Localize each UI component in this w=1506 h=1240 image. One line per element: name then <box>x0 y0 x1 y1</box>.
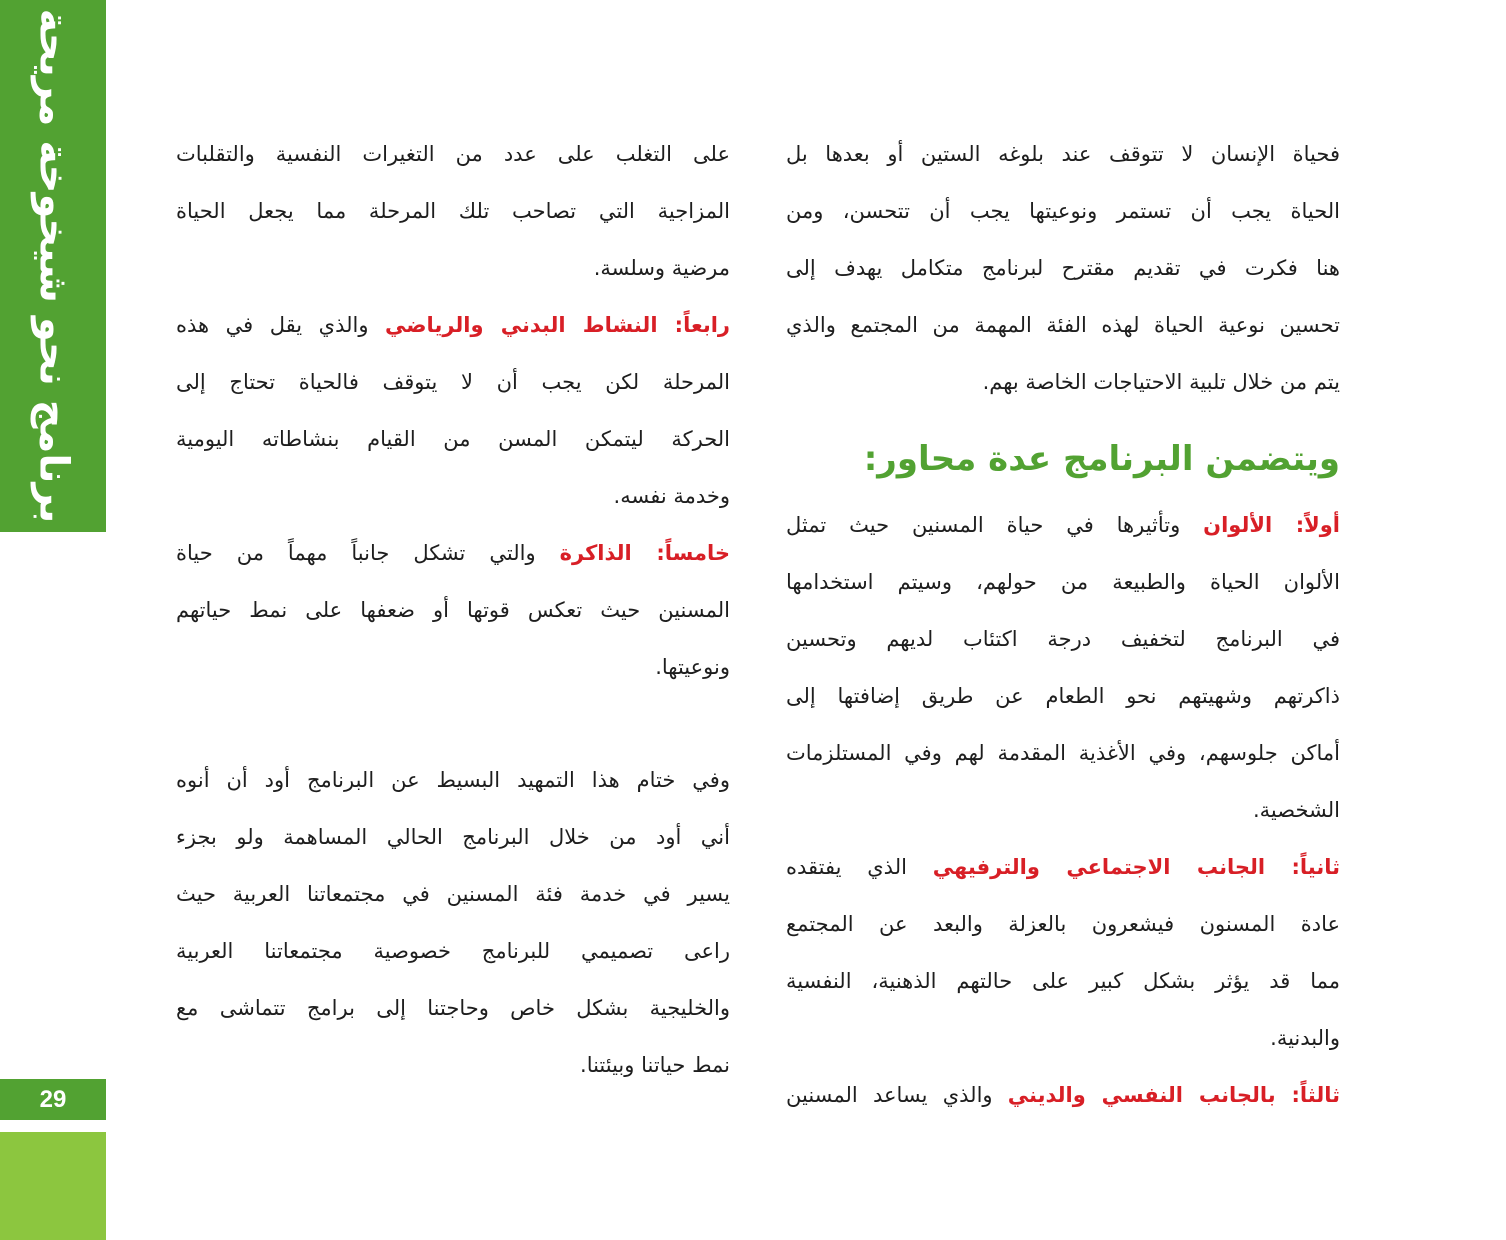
body-line: على التغلب على عدد من التغيرات النفسية والتقلبات <box>176 142 730 166</box>
point-2-first-line <box>786 839 1340 896</box>
point-3-first-line <box>786 1067 1340 1124</box>
point-1-text: وتأثيرها في حياة المسنين حيث تمثل <box>786 513 1181 537</box>
body-line: يسير في خدمة فئة المسنين في مجتمعاتنا العربية حيث <box>176 882 730 906</box>
point-1-label: أولاً: الألوان <box>1203 513 1340 537</box>
body-line: هنا فكرت في تقديم مقترح لبرنامج متكامل يهدف إلى <box>786 256 1340 280</box>
body-line: نمط حياتنا وبيئتنا. <box>580 1053 730 1077</box>
point-4-label: رابعاً: النشاط البدني والرياضي <box>385 313 730 337</box>
body-line: والبدنية. <box>1270 1026 1340 1050</box>
body-line: الشخصية. <box>1252 798 1340 822</box>
point-3-text: والذي يساعد المسنين <box>786 1083 993 1107</box>
point-4-first-line <box>176 297 730 354</box>
point-4-text: والذي يقل في هذه <box>176 313 369 337</box>
body-line: الحياة يجب أن تستمر ونوعيتها يجب أن تتحسن، ومن <box>786 199 1340 223</box>
body-line: وخدمة نفسه. <box>613 484 730 508</box>
body-line: المزاجية التي تصاحب تلك المرحلة مما يجعل الحياة <box>176 199 730 223</box>
left-column <box>176 126 730 1094</box>
paragraph-gap <box>176 696 730 724</box>
point-2-label: ثانياً: الجانب الاجتماعي والترفيهي <box>932 855 1340 879</box>
body-line: مما قد يؤثر بشكل كبير على حالتهم الذهنية، النفسية <box>786 969 1340 993</box>
body-line: فحياة الإنسان لا تتوقف عند بلوغه الستين أو بعدها بل <box>786 142 1340 166</box>
sidebar-footer-band <box>0 1132 106 1240</box>
sidebar-title <box>0 0 106 532</box>
right-column <box>786 126 1340 1124</box>
body-line: مرضية وسلسة. <box>593 256 730 280</box>
body-line: ونوعيتها. <box>655 655 730 679</box>
body-line: عادة المسنون فيشعرون بالعزلة والبعد عن المجتمع <box>786 912 1340 936</box>
paragraph-gap <box>176 724 730 752</box>
body-line: راعى تصميمي للبرنامج خصوصية مجتمعاتنا العربية <box>176 939 730 963</box>
body-line: والخليجية بشكل خاص وحاجتنا إلى برامج تتماشى مع <box>176 996 730 1020</box>
body-line: المرحلة لكن يجب أن لا يتوقف فالحياة تحتاج إلى <box>176 370 730 394</box>
body-line: في البرنامج لتخفيف درجة اكتئاب لديهم وتحسين <box>786 627 1340 651</box>
body-line: تحسين نوعية الحياة لهذه الفئة المهمة من المجتمع والذي <box>786 313 1340 337</box>
sidebar-title-text: برنامج نحو شيخوخة مريحة <box>30 8 76 524</box>
body-line: أني أود من خلال البرنامج الحالي المساهمة ولو بجزء <box>176 825 730 849</box>
body-line: أماكن جلوسهم، وفي الأغذية المقدمة لهم وفي المستلزمات <box>786 741 1340 765</box>
point-5-label: خامساً: الذاكرة <box>559 541 730 565</box>
point-5-text: والتي تشكل جانباً مهماً من حياة <box>176 541 536 565</box>
body-line: وفي ختام هذا التمهيد البسيط عن البرنامج أود أن أنوه <box>176 768 730 792</box>
body-line: الألوان الحياة والطبيعة من حولهم، وسيتم استخدامها <box>786 570 1340 594</box>
point-3-label: ثالثاً: بالجانب النفسي والديني <box>1007 1083 1340 1107</box>
point-5-first-line <box>176 525 730 582</box>
body-line: يتم من خلال تلبية الاحتياجات الخاصة بهم. <box>982 370 1340 394</box>
point-2-text: الذي يفتقده <box>786 855 907 879</box>
page-number: 29 <box>0 1079 106 1120</box>
body-line: ذاكرتهم وشهيتهم نحو الطعام عن طريق إضافتها إلى <box>786 684 1340 708</box>
body-line: الحركة ليتمكن المسن من القيام بنشاطاته اليومية <box>176 427 730 451</box>
section-heading: ويتضمن البرنامج عدة محاور: <box>863 439 1340 479</box>
body-line: المسنين حيث تعكس قوتها أو ضعفها على نمط حياتهم <box>176 598 730 622</box>
point-1-first-line <box>786 497 1340 554</box>
